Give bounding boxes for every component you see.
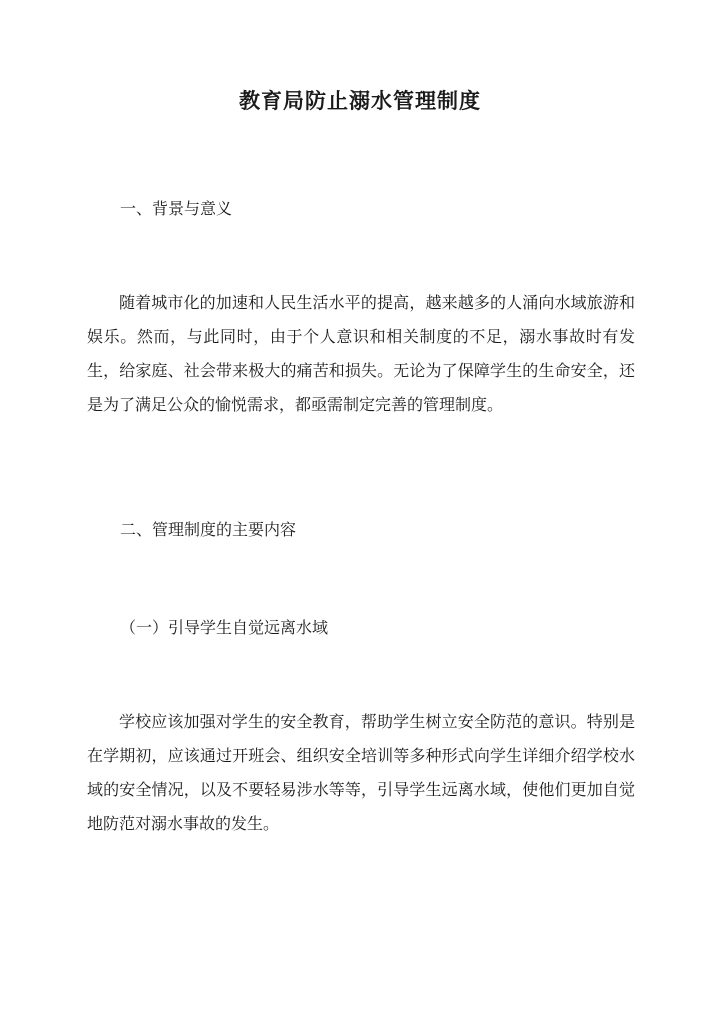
section-paragraph-background: 随着城市化的加速和人民生活水平的提高，越来越多的人涌向水域旅游和娱乐。然而，与此同时，由于个人意识和相关制度的不足，溺水事故时有发生，给家庭、社会带来极大的痛苦和损失。无论为了保障学生的生命安全，还是为了满足公众的愉悦需求，都亟需制定完善的管理制度。 (87, 293, 635, 414)
subsection-paragraph-guide-students: 学校应该加强对学生的安全教育，帮助学生树立安全防范的意识。特别是在学期初，应该通过开班会、组织安全培训等多种形式向学生详细介绍学校水域的安全情况，以及不要轻易涉水等等，引导学生远离水域，使他们更加自觉地防范对溺水事故的发生。 (87, 712, 635, 833)
subsection-heading-guide-students: （一）引导学生自觉远离水域 (120, 618, 329, 637)
section-heading-contents: 二、管理制度的主要内容 (120, 520, 297, 539)
document-title: 教育局防止溺水管理制度 (239, 88, 481, 113)
section-heading-background: 一、背景与意义 (120, 199, 233, 218)
